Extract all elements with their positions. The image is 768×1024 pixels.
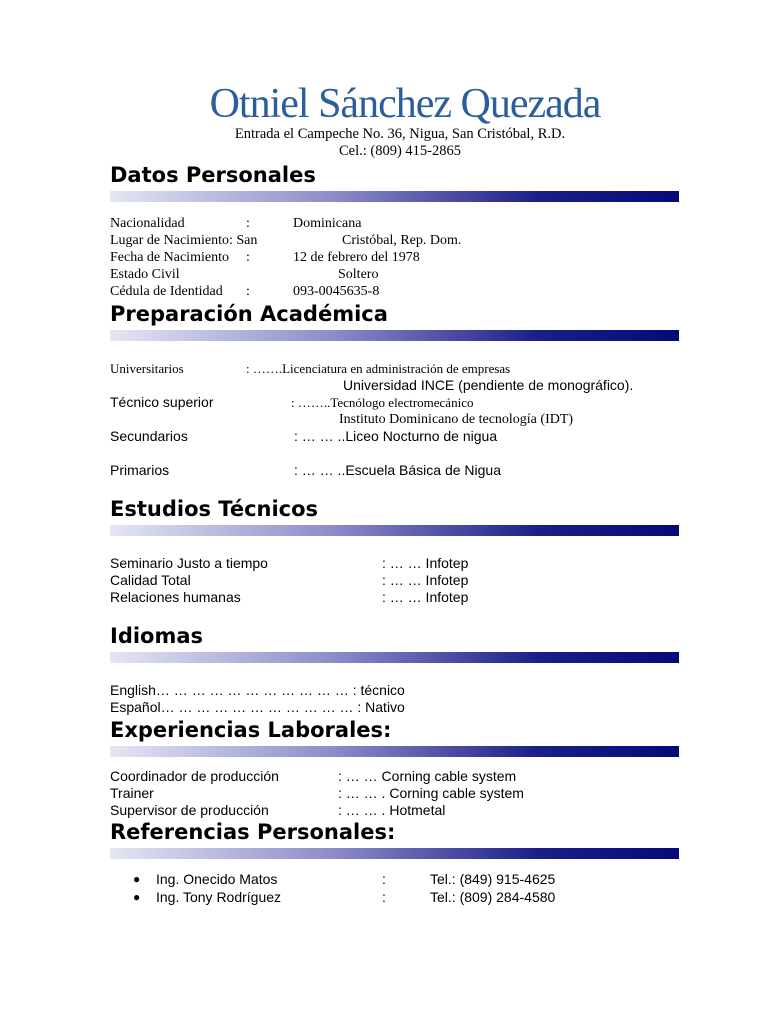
address-text: Entrada el Campeche No. 36, Nigua, San Cristóbal, R.D.: [234, 126, 566, 142]
section-divider: [110, 191, 679, 202]
section-divider: [110, 652, 679, 663]
course-label: Calidad Total: [110, 572, 191, 588]
academic-label: Secundarios: [110, 428, 188, 444]
job-title: Coordinador de producción: [110, 768, 279, 784]
academic-value: : …….Licenciatura en administración de empresas: [246, 361, 511, 376]
personal-sep: :: [246, 284, 250, 299]
personal-label: Nacionalidad: [110, 216, 185, 231]
personal-value: Soltero: [338, 267, 379, 282]
reference-sep: :: [382, 889, 386, 905]
job-company: : … … . Corning cable system: [338, 785, 524, 801]
section-personal: [110, 163, 680, 202]
resume-name: Otniel Sánchez Quezada: [209, 81, 601, 127]
personal-sep: :: [246, 250, 250, 265]
personal-value: 093-0045635-8: [293, 284, 380, 299]
language-row: Español… … … … … … … … … … … : Nativo: [110, 699, 405, 715]
personal-value: Cristóbal, Rep. Dom.: [342, 233, 462, 248]
section-divider: [110, 330, 679, 341]
phone-text: Cel.: (809) 415-2865: [338, 143, 462, 159]
reference-phone: Tel.: (849) 915-4625: [430, 871, 556, 887]
reference-phone: Tel.: (809) 284-4580: [430, 889, 556, 905]
academic-value: : ……..Tecnólogo electromecánico: [291, 395, 474, 410]
section-academic: [110, 302, 680, 341]
course-label: Relaciones humanas: [110, 589, 241, 605]
section-references: [110, 820, 680, 859]
personal-value: 12 de febrero del 1978: [293, 250, 420, 265]
personal-label: Fecha de Nacimiento: [110, 250, 229, 265]
reference-sep: :: [382, 871, 386, 887]
job-company: : … … Corning cable system: [338, 768, 517, 784]
course-value: : … … Infotep: [382, 572, 469, 588]
section-divider: [110, 848, 679, 859]
section-experience: [110, 718, 680, 757]
reference-name: Ing. Onecido Matos: [156, 871, 278, 887]
language-row: English… … … … … … … … … … … : técnico: [110, 682, 405, 698]
academic-label: Técnico superior: [110, 394, 214, 410]
academic-detail: Universidad INCE (pendiente de monográfico).: [343, 377, 634, 393]
section-title: Datos Personales: [110, 163, 316, 187]
section-divider: [110, 746, 679, 757]
job-title: Supervisor de producción: [110, 802, 269, 818]
section-title: Preparación Académica: [110, 302, 388, 326]
contact-info: [0, 126, 768, 160]
bullet-icon: ●: [133, 890, 141, 904]
personal-sep: :: [246, 216, 250, 231]
personal-label: Cédula de Identidad: [110, 284, 223, 299]
academic-detail: Instituto Dominicano de tecnología (IDT): [339, 412, 574, 427]
section-title: Idiomas: [110, 624, 204, 648]
section-languages: [110, 624, 680, 663]
course-label: Seminario Justo a tiempo: [110, 555, 268, 571]
section-technical: [110, 497, 680, 536]
course-value: : … … Infotep: [382, 589, 469, 605]
section-title: Referencias Personales:: [110, 820, 396, 844]
academic-value: : … … ..Liceo Nocturno de nigua: [294, 428, 498, 444]
reference-name: Ing. Tony Rodríguez: [156, 889, 282, 905]
academic-value: : … … ..Escuela Básica de Nigua: [294, 462, 501, 478]
job-title: Trainer: [110, 785, 154, 801]
academic-label: Primarios: [110, 462, 170, 478]
personal-label: Estado Civil: [110, 267, 180, 282]
personal-label: Lugar de Nacimiento: San: [110, 233, 258, 248]
personal-value: Dominicana: [293, 216, 362, 231]
section-title: Estudios Técnicos: [110, 497, 319, 521]
section-title: Experiencias Laborales:: [110, 718, 392, 742]
academic-label: Universitarios: [110, 361, 184, 376]
course-value: : … … Infotep: [382, 555, 469, 571]
bullet-icon: ●: [133, 872, 141, 886]
section-divider: [110, 525, 679, 536]
job-company: : … … . Hotmetal: [338, 802, 446, 818]
